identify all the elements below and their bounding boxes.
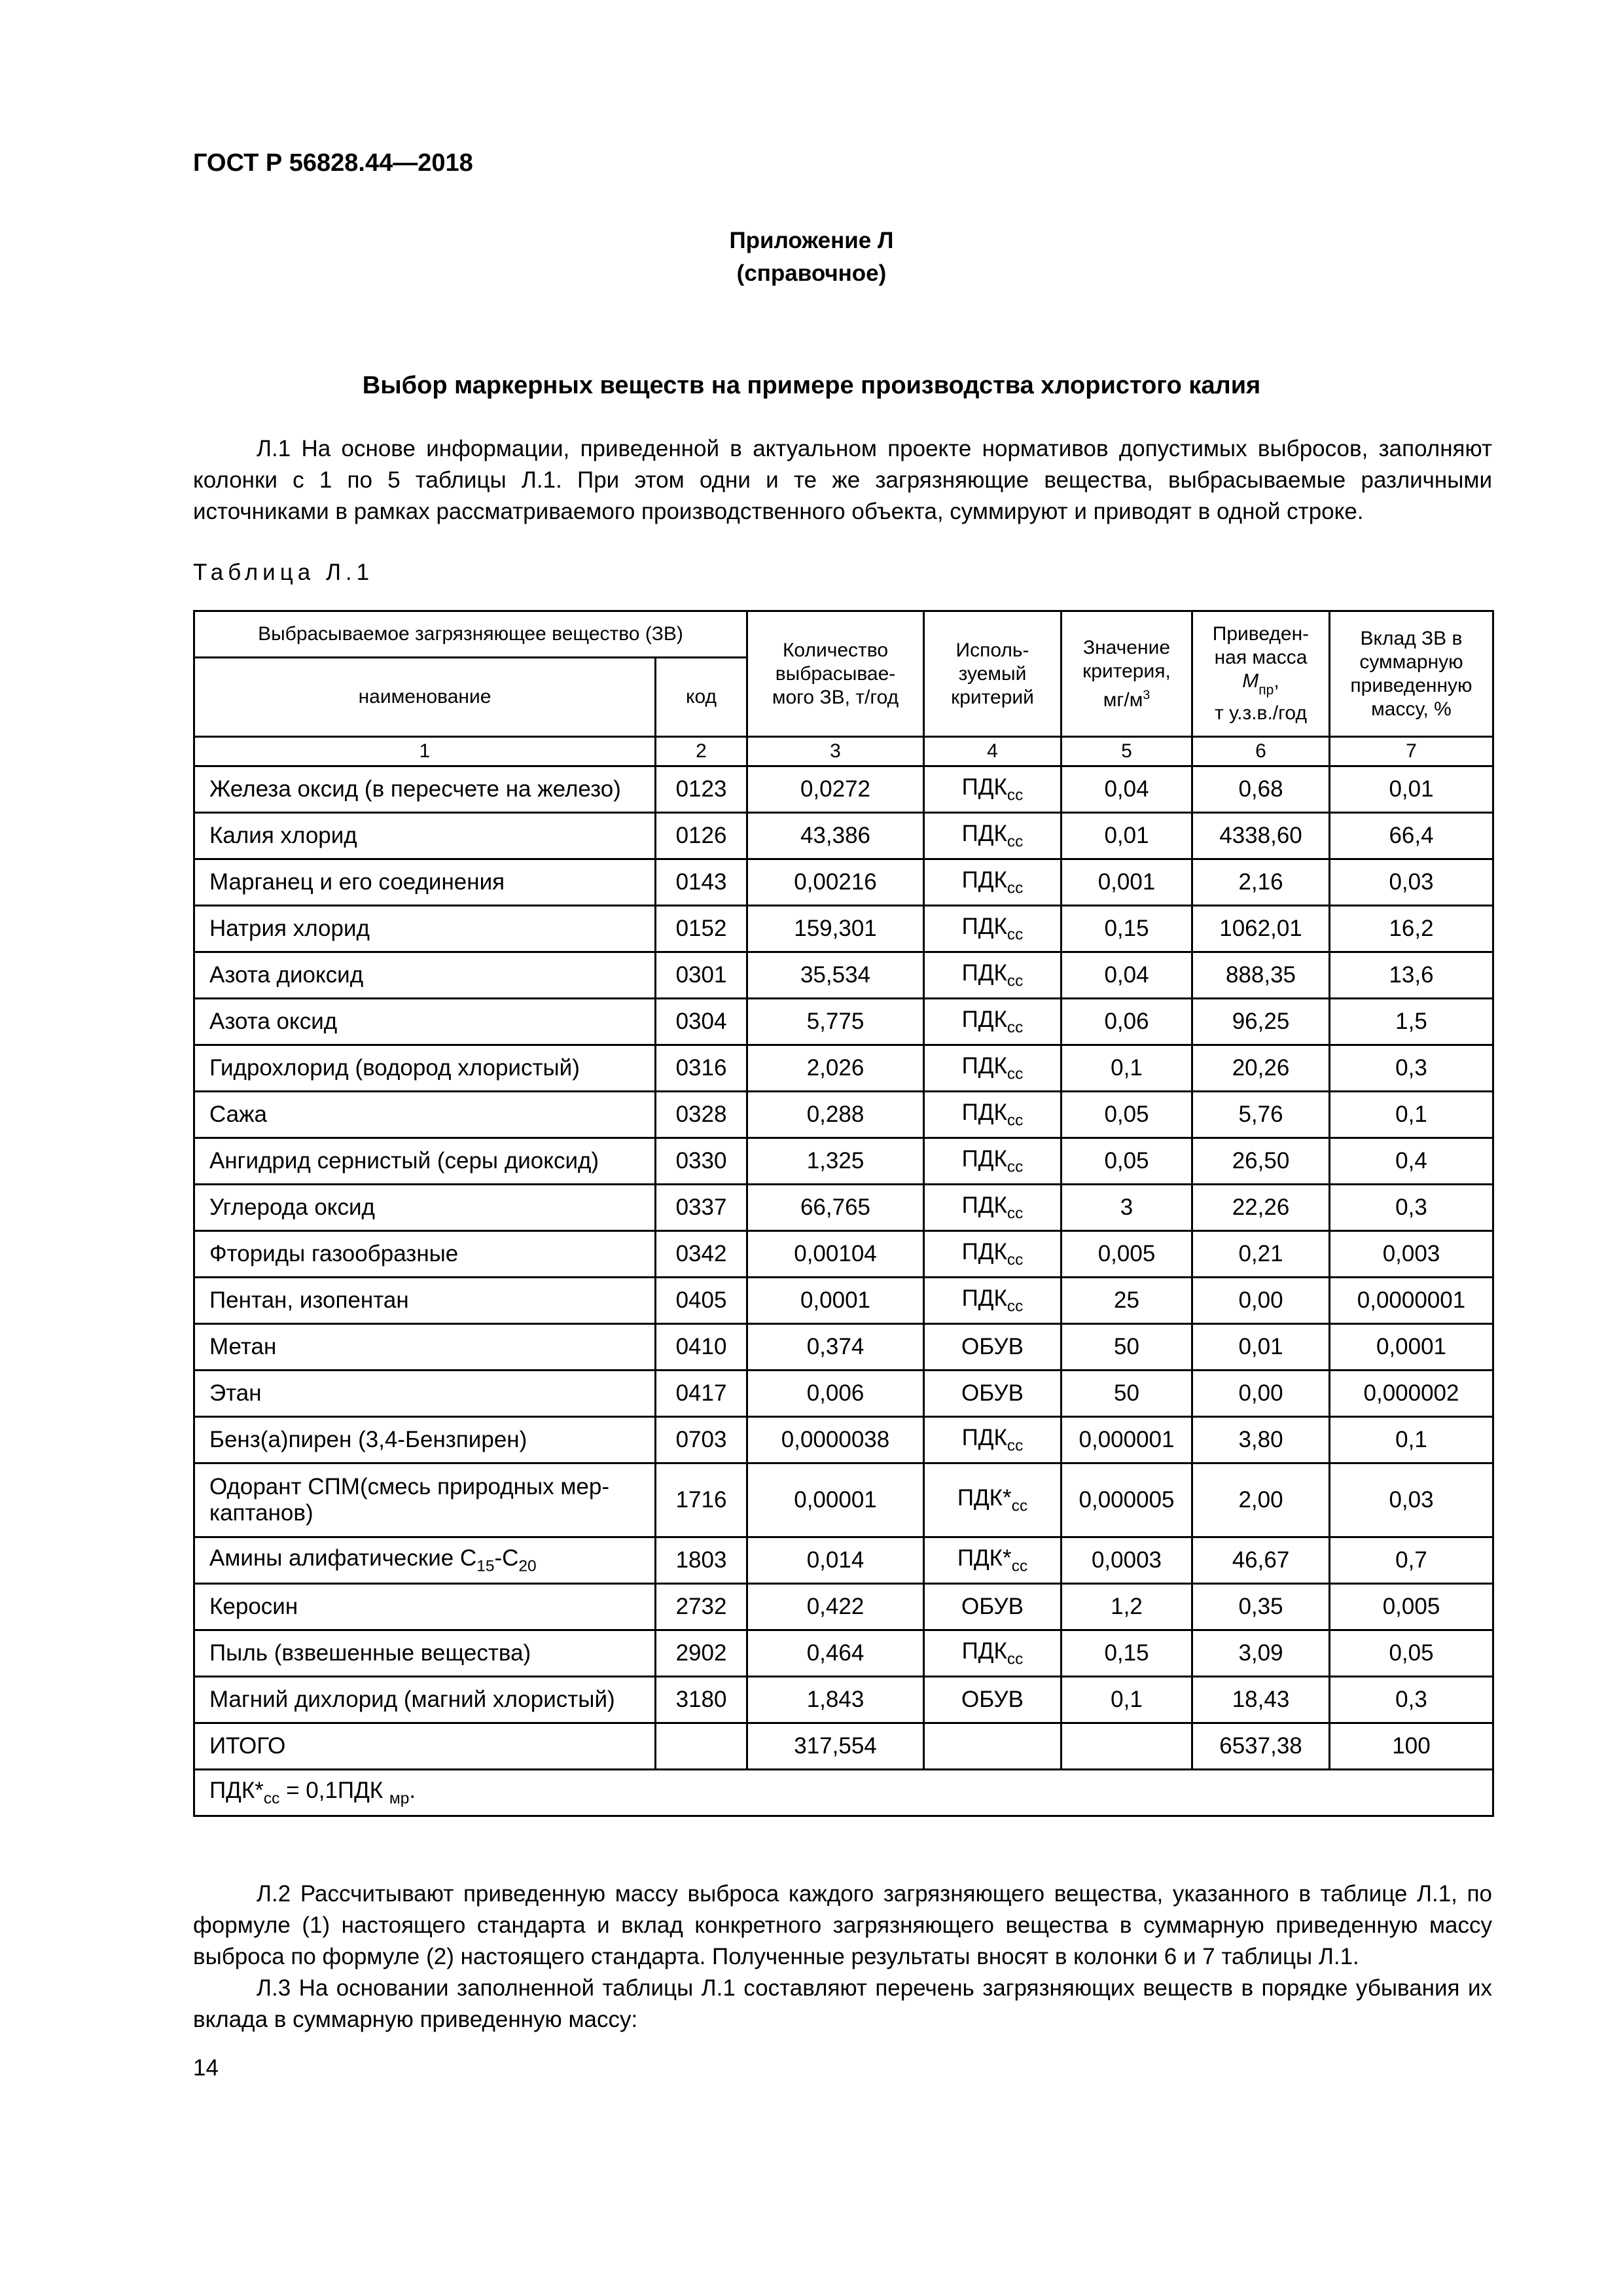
cell-criterion: [924, 999, 1061, 1045]
substance-name: Азота диоксид: [209, 962, 364, 988]
cell-code: 0330: [656, 1138, 747, 1185]
cell-code: 0301: [656, 952, 747, 999]
col-number: 3: [747, 737, 924, 766]
table-note-row: [194, 1770, 1493, 1816]
substance-name: Сажа: [209, 1102, 268, 1127]
criterion: ПДК: [961, 1099, 1007, 1125]
cell-criterion: [924, 859, 1061, 906]
criterion: ПДК: [961, 960, 1007, 986]
total-label: ИТОГО: [194, 1723, 656, 1770]
substance-name: Амины алифатические C: [209, 1545, 477, 1571]
table-row: [194, 1185, 1493, 1231]
header-mass-m-sub: пр: [1258, 682, 1274, 698]
cell-contrib: 0,4: [1330, 1138, 1493, 1185]
table-row: [194, 1677, 1493, 1723]
cell-qty: 66,765: [747, 1185, 924, 1231]
emissions-table: [193, 610, 1494, 1817]
cell-contrib: 1,5: [1330, 999, 1493, 1045]
substance-name: Азота оксид: [209, 1009, 338, 1034]
header-value-unit-sup: 3: [1143, 687, 1150, 702]
cell-name: [194, 1045, 656, 1092]
col-number: 5: [1061, 737, 1192, 766]
substance-name: Натрия хлорид: [209, 916, 370, 941]
substance-name: Калия хлорид: [209, 823, 357, 848]
header-mass-line1: Приведен-ная масса: [1212, 622, 1310, 668]
formula-sub: 15: [476, 1557, 495, 1575]
total-crit-empty: [924, 1723, 1061, 1770]
paragraph-text: Л.1 На основе информации, приведенной в актуальном проекте нормативов допустимых выбросов, заполняют колонки с 1 по 5 таблицы Л.1. При этом одни и те же загрязняющие вещества, выбрасываемые различными источниками в рамках рассматриваемого производственного объекта, суммируют и приводят в одной строке.: [193, 436, 1492, 524]
criterion: ПДК*: [957, 1545, 1012, 1571]
cell-criterion: [924, 1463, 1061, 1537]
cell-contrib: 0,05: [1330, 1630, 1493, 1677]
cell-contrib: 0,000002: [1330, 1371, 1493, 1417]
cell-name: [194, 999, 656, 1045]
table-row: [194, 1584, 1493, 1630]
criterion-sub: сс: [1007, 1158, 1024, 1176]
appendix-type: (справочное): [736, 260, 887, 286]
criterion-sub: сс: [1007, 1065, 1024, 1083]
criterion-sub: сс: [1007, 1650, 1024, 1668]
cell-mass: 4338,60: [1192, 813, 1330, 859]
substance-name: Гидрохлорид (водород хлористый): [209, 1055, 580, 1081]
cell-code: 0417: [656, 1371, 747, 1417]
paragraph-l3: Л.3 На основании заполненной таблицы Л.1 составляют перечень загрязняющих веществ в порядке убывания их вклада в суммарную приведенную массу:: [193, 1975, 1492, 2032]
header-value-main: Значение критерия,: [1082, 636, 1171, 682]
total-val-empty: [1061, 1723, 1192, 1770]
header-group: Выбрасываемое загрязняющее вещество (ЗВ): [194, 611, 747, 658]
substance-name: Пыль (взвешенные вещества): [209, 1640, 531, 1666]
cell-contrib: 0,03: [1330, 1463, 1493, 1537]
criterion: ОБУВ: [961, 1334, 1024, 1359]
section-title: Выбор маркерных веществ на примере производства хлористого калия: [362, 372, 1261, 399]
cell-contrib: 0,3: [1330, 1185, 1493, 1231]
cell-mass: 26,50: [1192, 1138, 1330, 1185]
substance-name: Керосин: [209, 1594, 298, 1619]
page-number: 14: [193, 2055, 219, 2081]
criterion: ПДК: [961, 1424, 1007, 1450]
criterion: ПДК: [961, 1638, 1007, 1664]
cell-name: [194, 1630, 656, 1677]
cell-value: 0,05: [1061, 1092, 1192, 1138]
cell-mass: 0,00: [1192, 1278, 1330, 1324]
cell-contrib: 16,2: [1330, 906, 1493, 952]
cell-mass: 96,25: [1192, 999, 1330, 1045]
cell-name: [194, 1278, 656, 1324]
cell-qty: 1,325: [747, 1138, 924, 1185]
appendix-heading: [0, 224, 1623, 290]
note-part: .: [409, 1777, 416, 1803]
table-row: [194, 1537, 1493, 1584]
criterion-sub: сс: [1007, 1437, 1024, 1455]
col-number: 7: [1330, 737, 1493, 766]
cell-name: [194, 1138, 656, 1185]
substance-name: Этан: [209, 1380, 262, 1406]
paragraph-l1: [193, 433, 1492, 528]
cell-name: [194, 1092, 656, 1138]
cell-contrib: 66,4: [1330, 813, 1493, 859]
cell-criterion: [924, 1677, 1061, 1723]
table-row: [194, 766, 1493, 813]
cell-contrib: 0,1: [1330, 1417, 1493, 1463]
table-row: [194, 1138, 1493, 1185]
criterion-sub: сс: [1007, 972, 1024, 990]
cell-value: 1,2: [1061, 1584, 1192, 1630]
cell-criterion: [924, 1045, 1061, 1092]
cell-qty: 2,026: [747, 1045, 924, 1092]
cell-value: 50: [1061, 1371, 1192, 1417]
cell-code: 0304: [656, 999, 747, 1045]
header-mass: [1192, 611, 1330, 737]
cell-criterion: [924, 766, 1061, 813]
criterion: ПДК: [961, 1285, 1007, 1311]
cell-mass: 0,01: [1192, 1324, 1330, 1371]
cell-code: 2732: [656, 1584, 747, 1630]
paragraph-l2: Л.2 Рассчитывают приведенную массу выброса каждого загрязняющего вещества, указанного в таблице Л.1, по формуле (1) настоящего стандарта и вклад конкретного загрязняющего вещества в суммарную приведенную массу выброса по формуле (2) настоящего стандарта. Полученные результаты вносят в колонки 6 и 7 таблицы Л.1.: [193, 1881, 1492, 1969]
cell-name: [194, 1417, 656, 1463]
cell-name: [194, 859, 656, 906]
table-row: [194, 859, 1493, 906]
note-sub: мр: [389, 1789, 410, 1808]
total-code-empty: [656, 1723, 747, 1770]
cell-mass: 888,35: [1192, 952, 1330, 999]
cell-value: 0,01: [1061, 813, 1192, 859]
cell-name: [194, 1231, 656, 1278]
criterion-sub: сс: [1007, 1297, 1024, 1316]
cell-qty: 0,288: [747, 1092, 924, 1138]
cell-contrib: 0,3: [1330, 1045, 1493, 1092]
cell-mass: 3,80: [1192, 1417, 1330, 1463]
cell-code: 1716: [656, 1463, 747, 1537]
paragraphs-l2-l3: [193, 1878, 1492, 2036]
header-mass-m: M: [1242, 670, 1259, 692]
cell-code: 0337: [656, 1185, 747, 1231]
note-part: ПДК*: [209, 1777, 264, 1803]
cell-code: 0342: [656, 1231, 747, 1278]
cell-name: [194, 1677, 656, 1723]
criterion-sub: сс: [1007, 833, 1024, 851]
cell-mass: 0,68: [1192, 766, 1330, 813]
cell-code: 0328: [656, 1092, 747, 1138]
substance-name: Железа оксид (в пересчете на железо): [209, 776, 621, 802]
cell-value: 0,1: [1061, 1045, 1192, 1092]
header-code: код: [656, 658, 747, 737]
cell-value: 0,1: [1061, 1677, 1192, 1723]
cell-mass: 20,26: [1192, 1045, 1330, 1092]
cell-code: 0152: [656, 906, 747, 952]
cell-value: 25: [1061, 1278, 1192, 1324]
cell-criterion: [924, 1630, 1061, 1677]
cell-criterion: [924, 906, 1061, 952]
cell-qty: 1,843: [747, 1677, 924, 1723]
substance-name: Углерода оксид: [209, 1194, 375, 1220]
cell-value: 0,06: [1061, 999, 1192, 1045]
total-qty: 317,554: [747, 1723, 924, 1770]
cell-criterion: [924, 1092, 1061, 1138]
cell-criterion: [924, 1371, 1061, 1417]
document-code: ГОСТ Р 56828.44—2018: [193, 149, 473, 177]
criterion: ПДК: [961, 913, 1007, 939]
cell-name: [194, 1371, 656, 1417]
cell-code: 0126: [656, 813, 747, 859]
cell-value: 0,000001: [1061, 1417, 1192, 1463]
cell-mass: 5,76: [1192, 1092, 1330, 1138]
cell-qty: 43,386: [747, 813, 924, 859]
cell-value: 0,000005: [1061, 1463, 1192, 1537]
criterion-sub: сс: [1007, 1204, 1024, 1223]
table-row: [194, 1463, 1493, 1537]
table-row: [194, 1231, 1493, 1278]
cell-mass: 2,00: [1192, 1463, 1330, 1537]
cell-criterion: [924, 1185, 1061, 1231]
cell-qty: 159,301: [747, 906, 924, 952]
cell-qty: 35,534: [747, 952, 924, 999]
criterion: ПДК: [961, 1145, 1007, 1172]
col-number: 6: [1192, 737, 1330, 766]
cell-qty: 0,0000038: [747, 1417, 924, 1463]
table-row: [194, 1371, 1493, 1417]
table-row: [194, 1045, 1493, 1092]
col-number: 1: [194, 737, 656, 766]
cell-qty: 0,00104: [747, 1231, 924, 1278]
criterion: ОБУВ: [961, 1687, 1024, 1712]
column-numbers-row: [194, 737, 1493, 766]
cell-mass: 0,21: [1192, 1231, 1330, 1278]
criterion-sub: сс: [1011, 1557, 1028, 1575]
cell-criterion: [924, 1278, 1061, 1324]
cell-criterion: [924, 1417, 1061, 1463]
criterion: ПДК: [961, 1006, 1007, 1032]
cell-qty: 0,014: [747, 1537, 924, 1584]
cell-name: [194, 1584, 656, 1630]
cell-criterion: [924, 813, 1061, 859]
criterion-sub: сс: [1007, 925, 1024, 944]
cell-code: 0316: [656, 1045, 747, 1092]
cell-qty: 0,006: [747, 1371, 924, 1417]
substance-name: Марганец и его соединения: [209, 869, 505, 895]
cell-qty: 0,0272: [747, 766, 924, 813]
cell-qty: 0,00001: [747, 1463, 924, 1537]
substance-name: Ангидрид сернистый (серы диоксид): [209, 1148, 599, 1174]
substance-name: Метан: [209, 1334, 277, 1359]
header-mass-comma: ,: [1274, 670, 1279, 692]
cell-criterion: [924, 952, 1061, 999]
substance-name: Одорант СПМ(смесь природных мер-каптанов): [209, 1474, 609, 1526]
formula-sub: 20: [518, 1557, 537, 1575]
cell-code: 0143: [656, 859, 747, 906]
cell-value: 0,15: [1061, 906, 1192, 952]
cell-contrib: 0,0001: [1330, 1324, 1493, 1371]
substance-name: Фториды газообразные: [209, 1241, 459, 1266]
cell-contrib: 0,003: [1330, 1231, 1493, 1278]
table-row: [194, 906, 1493, 952]
cell-contrib: 0,0000001: [1330, 1278, 1493, 1324]
table-row: [194, 1278, 1493, 1324]
criterion-sub: сс: [1011, 1497, 1028, 1515]
cell-mass: 18,43: [1192, 1677, 1330, 1723]
col-number: 2: [656, 737, 747, 766]
cell-qty: 0,0001: [747, 1278, 924, 1324]
cell-code: 2902: [656, 1630, 747, 1677]
cell-contrib: 0,005: [1330, 1584, 1493, 1630]
cell-value: 0,001: [1061, 859, 1192, 906]
cell-code: 1803: [656, 1537, 747, 1584]
criterion-sub: сс: [1007, 879, 1024, 897]
cell-code: 0703: [656, 1417, 747, 1463]
header-contrib: Вклад ЗВ в суммарную приведенную массу, %: [1330, 611, 1493, 737]
header-name: наименование: [194, 658, 656, 737]
cell-code: 0405: [656, 1278, 747, 1324]
cell-value: 0,005: [1061, 1231, 1192, 1278]
cell-qty: 0,464: [747, 1630, 924, 1677]
criterion-sub: сс: [1007, 1018, 1024, 1037]
cell-mass: 1062,01: [1192, 906, 1330, 952]
cell-mass: 22,26: [1192, 1185, 1330, 1231]
cell-contrib: 0,1: [1330, 1092, 1493, 1138]
table-row: [194, 1324, 1493, 1371]
cell-contrib: 0,01: [1330, 766, 1493, 813]
table-row: [194, 1092, 1493, 1138]
col-number: 4: [924, 737, 1061, 766]
formula-part: -C: [494, 1545, 519, 1571]
cell-name: [194, 813, 656, 859]
criterion-sub: сс: [1007, 786, 1024, 804]
cell-value: 0,0003: [1061, 1537, 1192, 1584]
total-mass: 6537,38: [1192, 1723, 1330, 1770]
note-sub: сс: [263, 1789, 280, 1808]
cell-criterion: [924, 1584, 1061, 1630]
cell-name: [194, 952, 656, 999]
cell-contrib: 0,03: [1330, 859, 1493, 906]
substance-name: Пентан, изопентан: [209, 1287, 409, 1313]
cell-qty: 0,374: [747, 1324, 924, 1371]
cell-code: 0123: [656, 766, 747, 813]
cell-name: [194, 1185, 656, 1231]
cell-criterion: [924, 1537, 1061, 1584]
cell-contrib: 0,7: [1330, 1537, 1493, 1584]
cell-mass: 2,16: [1192, 859, 1330, 906]
criterion-sub: сс: [1007, 1251, 1024, 1269]
criterion: ПДК: [961, 1192, 1007, 1218]
cell-value: 0,04: [1061, 952, 1192, 999]
criterion: ОБУВ: [961, 1380, 1024, 1406]
cell-criterion: [924, 1231, 1061, 1278]
header-value-unit: мг/м: [1103, 689, 1143, 711]
header-criterion: Исполь-зуемый критерий: [924, 611, 1061, 737]
substance-name: Магний дихлорид (магний хлористый): [209, 1687, 615, 1712]
cell-qty: 0,00216: [747, 859, 924, 906]
criterion: ПДК: [961, 774, 1007, 800]
cell-qty: 0,422: [747, 1584, 924, 1630]
table-row: [194, 1630, 1493, 1677]
table-row: [194, 952, 1493, 999]
cell-contrib: 0,3: [1330, 1677, 1493, 1723]
criterion: ПДК: [961, 1052, 1007, 1079]
total-contrib: 100: [1330, 1723, 1493, 1770]
cell-name: [194, 1537, 656, 1584]
cell-code: 3180: [656, 1677, 747, 1723]
header-mass-line3: т у.з.в./год: [1215, 702, 1307, 725]
cell-name: [194, 906, 656, 952]
cell-mass: 0,35: [1192, 1584, 1330, 1630]
cell-value: 0,15: [1061, 1630, 1192, 1677]
criterion: ПДК: [961, 820, 1007, 846]
cell-value: 0,04: [1061, 766, 1192, 813]
table-row: [194, 1417, 1493, 1463]
header-value: [1061, 611, 1192, 737]
note-part: = 0,1ПДК: [279, 1777, 389, 1803]
cell-mass: 0,00: [1192, 1371, 1330, 1417]
table-row: [194, 999, 1493, 1045]
cell-mass: 3,09: [1192, 1630, 1330, 1677]
criterion: ПДК: [961, 867, 1007, 893]
cell-name: [194, 766, 656, 813]
cell-value: 0,05: [1061, 1138, 1192, 1185]
header-qty: Количество выбрасывае-мого ЗВ, т/год: [747, 611, 924, 737]
criterion: ПДК: [961, 1238, 1007, 1265]
cell-value: 50: [1061, 1324, 1192, 1371]
criterion-sub: сс: [1007, 1111, 1024, 1130]
cell-criterion: [924, 1324, 1061, 1371]
table-row: [194, 813, 1493, 859]
cell-contrib: 13,6: [1330, 952, 1493, 999]
cell-criterion: [924, 1138, 1061, 1185]
appendix-title: Приложение Л: [729, 228, 894, 253]
cell-name: [194, 1324, 656, 1371]
cell-value: 3: [1061, 1185, 1192, 1231]
criterion: ОБУВ: [961, 1594, 1024, 1619]
criterion: ПДК*: [957, 1484, 1012, 1511]
table-header-row: [194, 611, 1493, 658]
cell-mass: 46,67: [1192, 1537, 1330, 1584]
cell-qty: 5,775: [747, 999, 924, 1045]
table-label: Таблица Л.1: [193, 560, 374, 585]
cell-code: 0410: [656, 1324, 747, 1371]
substance-name: Бенз(а)пирен (3,4-Бензпирен): [209, 1427, 527, 1452]
cell-name: [194, 1463, 656, 1537]
total-row: [194, 1723, 1493, 1770]
table-note: [194, 1770, 1493, 1816]
